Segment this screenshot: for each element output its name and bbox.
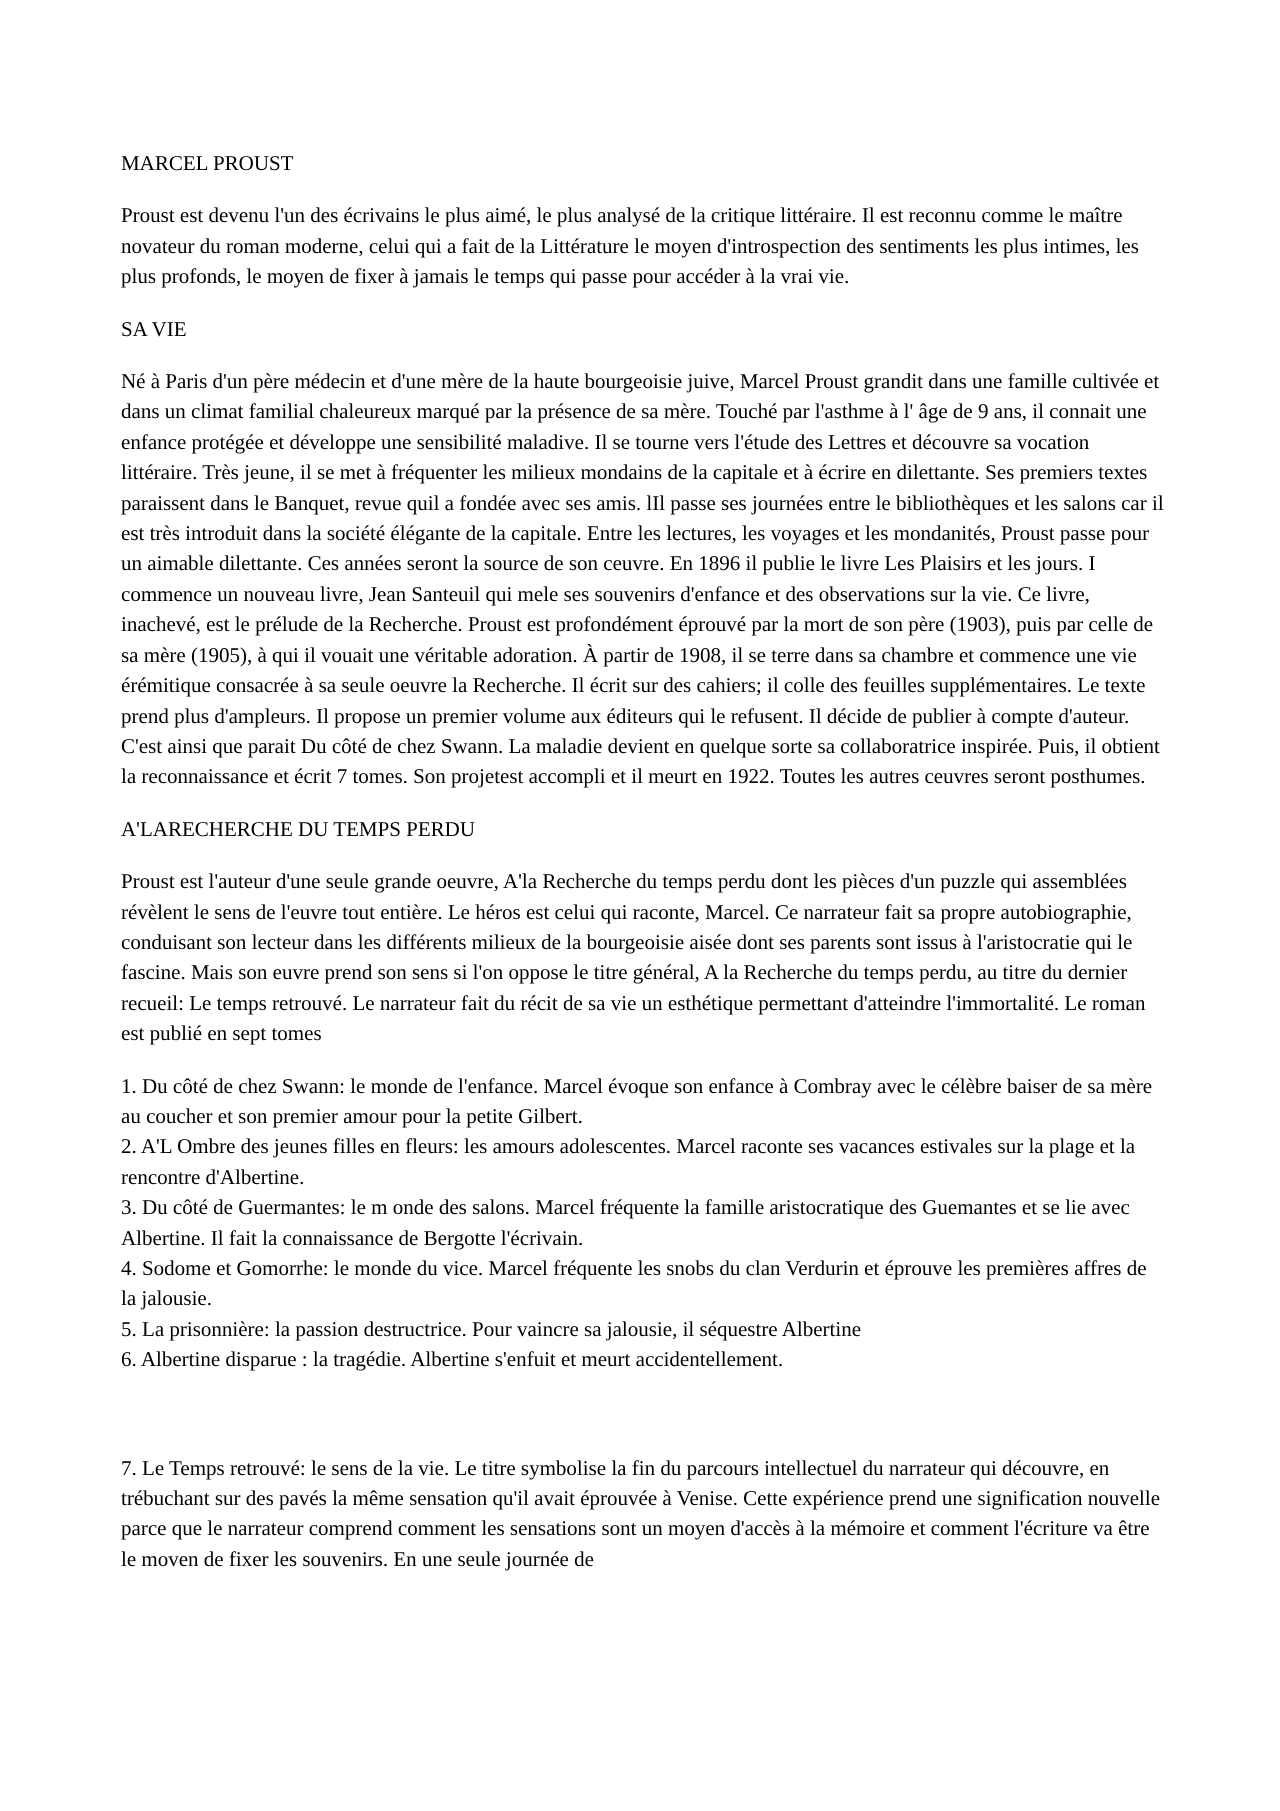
document-page — [121, 148, 1166, 1596]
tome-7-paragraph: 7. Le Temps retrouvé: le sens de la vie. Le titre symbolise la fin du parcours intellectuel du narrateur qui découvre, en trébuchant sur des pavés la même sensation qu'il avait éprouvée à Venise. Cette expérience prend une signification nouvelle parce que le narrateur comprend comment les sensations sont un moyen d'accès à la mémoire et comment l'écriture va être le moven de fixer les souvenirs. En une seule journée de — [121, 1455, 1161, 1571]
list-item: 5. La prisonnière: la passion destructrice. Pour vaincre sa jalousie, il séquestre Albertine — [121, 1316, 862, 1341]
list-item: 3. Du côté de Guermantes: le m onde des salons. Marcel fréquente la famille aristocratique des Guemantes et se lie avec Albertine. Il fait la connaissance de Bergotte l'écrivain. — [121, 1195, 1130, 1250]
tomes-list — [121, 1071, 1166, 1375]
list-item: 2. A'L Ombre des jeunes filles en fleurs: les amours adolescentes. Marcel raconte ses vacances estivales sur la plage et la rencontre d'Albertine. — [121, 1134, 1136, 1189]
list-item: 4. Sodome et Gomorrhe: le monde du vice. Marcel fréquente les snobs du clan Verdurin et éprouve les premières affres de la jalousie. — [121, 1256, 1147, 1311]
section-heading-recherche: A'LARECHERCHE DU TEMPS PERDU — [121, 816, 476, 841]
intro-paragraph: Proust est devenu l'un des écrivains le plus aimé, le plus analysé de la critique littéraire. Il est reconnu comme le maître novateur du roman moderne, celui qui a fait de la Littérature le moyen d'introspection des sentiments les plus intimes, les plus profonds, le moyen de fixer à jamais le temps qui passe pour accéder à la vrai vie. — [121, 203, 1139, 289]
document-title: MARCEL PROUST — [121, 151, 294, 175]
recherche-paragraph: Proust est l'auteur d'une seule grande oeuvre, A'la Recherche du temps perdu dont les pièces d'un puzzle qui assemblées révèlent le sens de l'euvre tout entière. Le héros est celui qui raconte, Marcel. Ce narrateur fait sa propre autobiographie, conduisant son lecteur dans les différents milieux de la bourgeoisie aisée dont ses parents sont issus à l'aristocratie qui le fascine. Mais son euvre prend son sens si l'on oppose le titre général, A la Recherche du temps perdu, au titre du dernier recueil: Le temps retrouvé. Le narrateur fait du récit de sa vie un esthétique permettant d'atteindre l'immortalité. Le roman est publié en sept tomes — [121, 869, 1146, 1046]
list-item: 1. Du côté de chez Swann: le monde de l'enfance. Marcel évoque son enfance à Combray avec le célèbre baiser de sa mère au coucher et son premier amour pour la petite Gilbert. — [121, 1073, 1153, 1128]
sa-vie-paragraph: Né à Paris d'un père médecin et d'une mère de la haute bourgeoisie juive, Marcel Proust grandit dans une famille cultivée et dans un climat familial chaleureux marqué par la présence de sa mère. Touché par l'asthme à l' âge de 9 ans, il connait une enfance protégée et développe une sensibilité maladive. Il se tourne vers l'étude des Lettres et découvre sa vocation littéraire. Très jeune, il se met à fréquenter les milieux mondains de la capitale et à écrire en dilettante. Ses premiers textes paraissent dans le Banquet, revue quil a fondée avec ses amis. lIl passe ses journées entre le bibliothèques et les salons car il est très introduit dans la société élégante de la capitale. Entre les lectures, les voyages et les mondanités, Proust passe pour un aimable dilettante. Ces années seront la source de son ceuvre. En 1896 il publie le livre Les Plaisirs et les jours. I commence un nouveau livre, Jean Santeuil qui mele ses souvenirs d'enfance et des observations sur la vie. Ce livre, inachevé, est le prélude de la Recherche. Proust est profondément éprouvé par la mort de son père (1903), puis par celle de sa mère (1905), à qui il vouait une véritable adoration. À partir de 1908, il se terre dans sa chambre et commence une vie érémitique consacrée à sa seule oeuvre la Recherche. Il écrit sur des cahiers; il colle des feuilles supplémentaires. Le texte prend plus d'ampleurs. Il propose un premier volume aux éditeurs qui le refusent. Il décide de publier à compte d'auteur. C'est ainsi que parait Du côté de chez Swann. La maladie devient en quelque sorte sa collaboratrice inspirée. Puis, il obtient la reconnaissance et écrit 7 tomes. Son projetest accompli et il meurt en 1922. Toutes les autres ceuvres seront posthumes. — [121, 369, 1164, 789]
section-heading-sa-vie: SA VIE — [121, 316, 187, 341]
page-spacer — [121, 1375, 1166, 1453]
list-item: 6. Albertine disparue : la tragédie. Albertine s'enfuit et meurt accidentellement. — [121, 1347, 784, 1372]
